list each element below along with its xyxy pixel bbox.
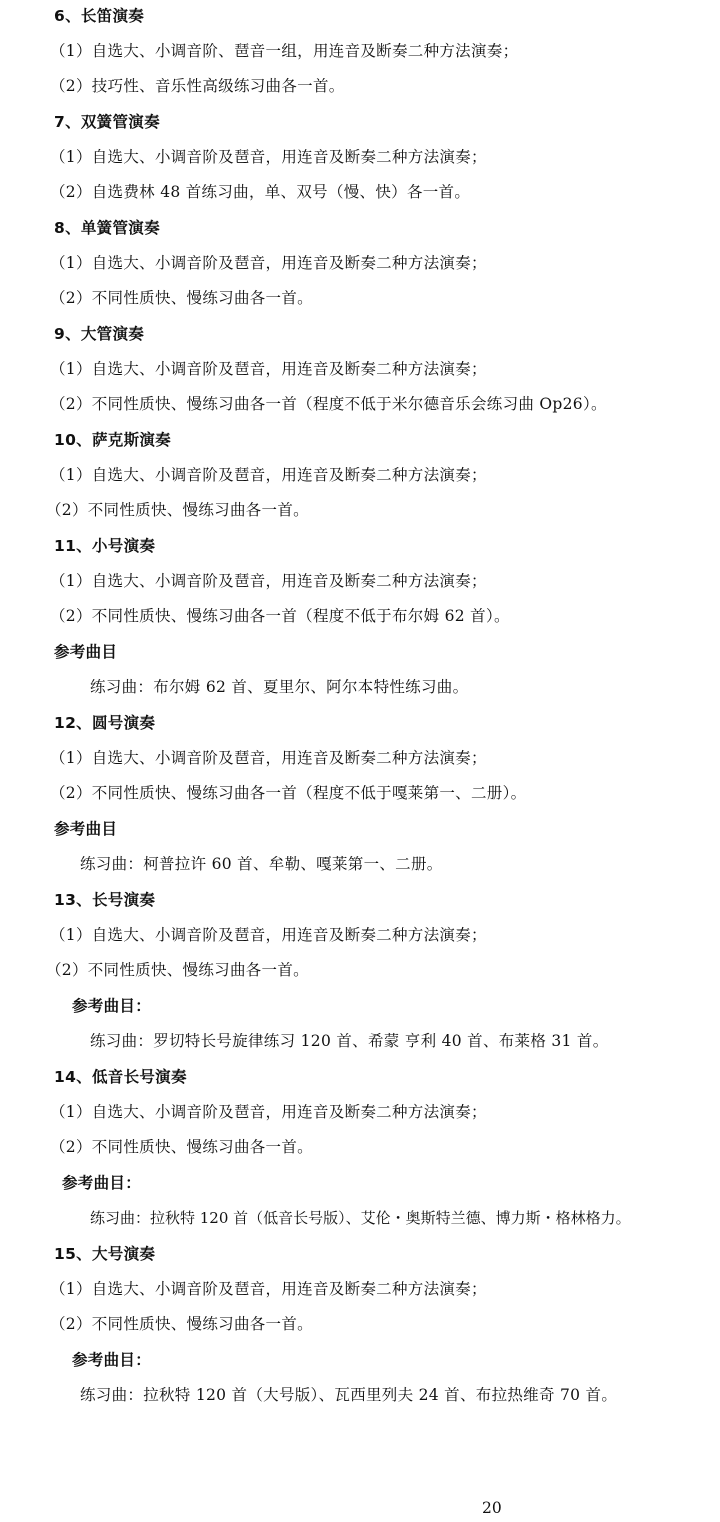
section-heading: 15、大号演奏	[54, 1245, 156, 1263]
section-heading: 12、圆号演奏	[54, 714, 156, 732]
section-heading: 6、长笛演奏	[54, 7, 145, 25]
requirement-item: （1）自选大、小调音阶及琶音，用连音及断奏二种方法演奏；	[50, 749, 487, 767]
requirement-item: （2）不同性质快、慢练习曲各一首。	[46, 501, 309, 519]
requirement-item: （1）自选大、小调音阶及琶音，用连音及断奏二种方法演奏；	[50, 926, 487, 944]
section-heading: 8、单簧管演奏	[54, 219, 160, 237]
requirement-item: （1）自选大、小调音阶及琶音，用连音及断奏二种方法演奏；	[50, 572, 487, 590]
requirement-item: （2）不同性质快、慢练习曲各一首。	[50, 1315, 313, 1333]
requirement-item: （1）自选大、小调音阶及琶音，用连音及断奏二种方法演奏；	[50, 1280, 487, 1298]
requirement-item: （2）不同性质快、慢练习曲各一首。	[50, 289, 313, 307]
requirement-item: （2）技巧性、音乐性高级练习曲各一首。	[50, 77, 345, 95]
reference-heading: 参考曲目：	[72, 1351, 152, 1369]
section-heading: 11、小号演奏	[54, 537, 156, 555]
reference-heading: 参考曲目	[54, 643, 118, 661]
section-heading: 9、大管演奏	[54, 325, 145, 343]
section-heading: 7、双簧管演奏	[54, 113, 160, 131]
reference-heading: 参考曲目：	[62, 1174, 142, 1192]
requirement-item: （1）自选大、小调音阶及琶音，用连音及断奏二种方法演奏；	[50, 1103, 487, 1121]
requirement-item: （2）不同性质快、慢练习曲各一首（程度不低于嘎莱第一、二册）。	[50, 784, 527, 802]
section-heading: 14、低音长号演奏	[54, 1068, 187, 1086]
requirement-item: （2）不同性质快、慢练习曲各一首。	[46, 961, 309, 979]
requirement-item: （2）自选费林 48 首练习曲，单、双号（慢、快）各一首。	[50, 183, 471, 201]
requirement-item: （1）自选大、小调音阶及琶音，用连音及断奏二种方法演奏；	[50, 148, 487, 166]
reference-text: 练习曲：布尔姆 62 首、夏里尔、阿尔本特性练习曲。	[90, 678, 469, 696]
reference-text: 练习曲：拉秋特 120 首（大号版）、瓦西里列夫 24 首、布拉热维奇 70 首。	[80, 1386, 618, 1404]
requirement-item: （1）自选大、小调音阶及琶音，用连音及断奏二种方法演奏；	[50, 254, 487, 272]
reference-text: 练习曲：拉秋特 120 首（低音长号版）、艾伦・奥斯特兰德、博力斯・格林格力。	[90, 1209, 631, 1227]
requirement-item: （1）自选大、小调音阶、琶音一组，用连音及断奏二种方法演奏；	[50, 42, 519, 60]
requirement-item: （1）自选大、小调音阶及琶音，用连音及断奏二种方法演奏；	[50, 466, 487, 484]
requirement-item: （2）不同性质快、慢练习曲各一首（程度不低于米尔德音乐会练习曲 Op26）。	[50, 395, 607, 413]
reference-text: 练习曲：罗切特长号旋律练习 120 首、希蒙 亨利 40 首、布莱格 31 首。	[90, 1032, 609, 1050]
section-heading: 10、萨克斯演奏	[54, 431, 171, 449]
reference-text: 练习曲：柯普拉许 60 首、牟勒、嘎莱第一、二册。	[80, 855, 443, 873]
page-number: 20	[482, 1499, 502, 1517]
section-heading: 13、长号演奏	[54, 891, 156, 909]
reference-heading: 参考曲目：	[72, 997, 152, 1015]
requirement-item: （1）自选大、小调音阶及琶音，用连音及断奏二种方法演奏；	[50, 360, 487, 378]
requirement-item: （2）不同性质快、慢练习曲各一首（程度不低于布尔姆 62 首）。	[50, 607, 510, 625]
reference-heading: 参考曲目	[54, 820, 118, 838]
requirement-item: （2）不同性质快、慢练习曲各一首。	[50, 1138, 313, 1156]
